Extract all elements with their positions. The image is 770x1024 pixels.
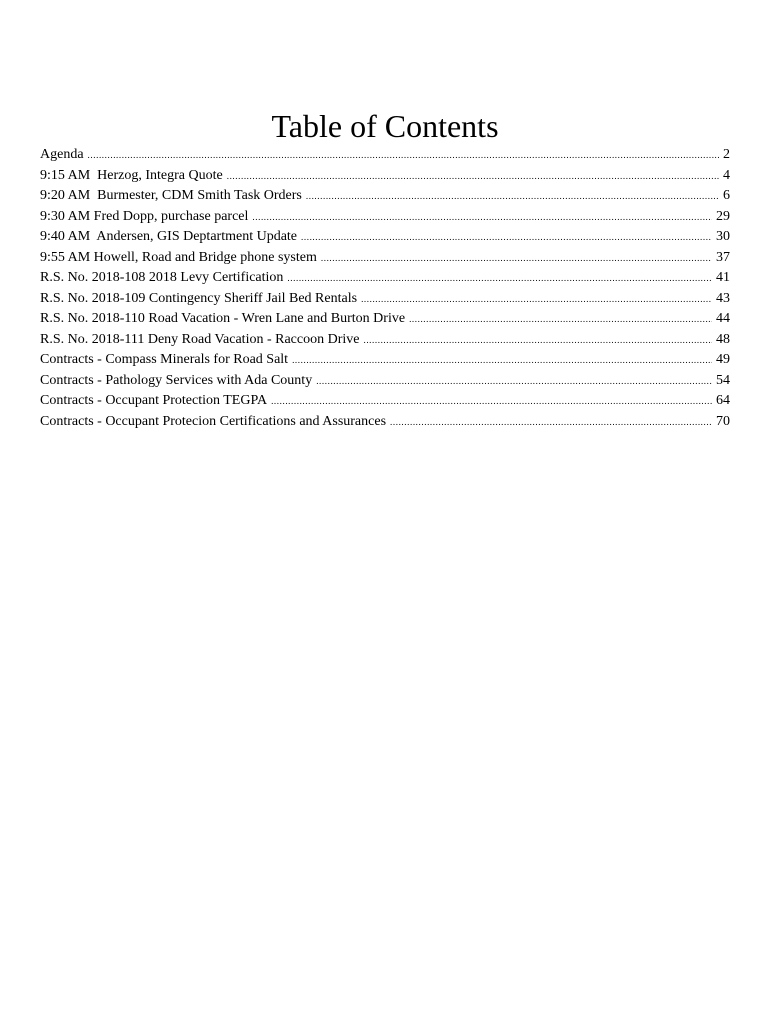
- toc-entry-label: R.S. No. 2018-109 Contingency Sheriff Jail Bed Rentals: [40, 290, 358, 306]
- toc-entry-label: R.S. No. 2018-111 Deny Road Vacation - Raccoon Drive: [40, 331, 360, 347]
- toc-entry-page-number: 4: [723, 167, 730, 183]
- toc-dot-leader: [390, 412, 712, 433]
- toc-entry[interactable]: [40, 371, 730, 392]
- toc-dot-leader: [363, 330, 712, 351]
- toc-list: [40, 145, 730, 432]
- toc-entry-page-number: 70: [716, 413, 730, 429]
- toc-entry-label: Contracts - Pathology Services with Ada County: [40, 372, 313, 388]
- toc-entry-label: 9:30 AM Fred Dopp, purchase parcel: [40, 208, 249, 224]
- toc-dot-leader: [361, 289, 712, 310]
- toc-entry[interactable]: [40, 186, 730, 207]
- toc-entry-label: 9:20 AM Burmester, CDM Smith Task Orders: [40, 188, 302, 203]
- toc-entry[interactable]: [40, 350, 730, 371]
- toc-entry-label: R.S. No. 2018-110 Road Vacation - Wren Lane and Burton Drive: [40, 311, 406, 326]
- toc-dot-leader: [287, 268, 712, 289]
- toc-entry-page-number: 6: [723, 188, 730, 203]
- toc-dot-leader: [88, 145, 719, 166]
- toc-entry-page-number: 2: [723, 147, 730, 162]
- toc-dot-leader: [292, 350, 712, 371]
- toc-dot-leader: [227, 166, 719, 187]
- toc-entry[interactable]: [40, 412, 730, 433]
- toc-entry-page-number: 49: [716, 352, 730, 367]
- toc-entry[interactable]: [40, 330, 730, 351]
- toc-entry-page-number: 30: [716, 229, 730, 244]
- toc-entry[interactable]: [40, 391, 730, 412]
- toc-entry-page-number: 41: [716, 270, 730, 285]
- toc-dot-leader: [271, 391, 712, 412]
- toc-entry[interactable]: [40, 289, 730, 310]
- toc-entry-label: 9:15 AM Herzog, Integra Quote: [40, 167, 223, 183]
- toc-entry-label: Contracts - Compass Minerals for Road Salt: [40, 352, 289, 367]
- toc-entry[interactable]: [40, 248, 730, 269]
- toc-entry-page-number: 37: [716, 249, 730, 265]
- toc-entry-label: R.S. No. 2018-108 2018 Levy Certification: [40, 270, 284, 285]
- toc-dot-leader: [409, 309, 712, 330]
- toc-entry[interactable]: [40, 268, 730, 289]
- toc-entry[interactable]: [40, 227, 730, 248]
- toc-entry-page-number: 48: [716, 331, 730, 347]
- toc-dot-leader: [316, 371, 712, 392]
- toc-entry-label: Contracts - Occupant Protection TEGPA: [40, 393, 268, 408]
- toc-dot-leader: [306, 186, 719, 207]
- toc-entry-page-number: 29: [716, 208, 730, 224]
- toc-dot-leader: [252, 207, 712, 228]
- toc-dot-leader: [321, 248, 712, 269]
- toc-entry-label: 9:55 AM Howell, Road and Bridge phone system: [40, 249, 317, 265]
- toc-entry-label: Contracts - Occupant Protecion Certifications and Assurances: [40, 413, 387, 429]
- toc-entry[interactable]: [40, 309, 730, 330]
- toc-entry-page-number: 44: [716, 311, 730, 326]
- toc-entry-page-number: 43: [716, 290, 730, 306]
- toc-dot-leader: [301, 227, 712, 248]
- toc-entry-page-number: 54: [716, 372, 730, 388]
- page-title: Table of Contents: [271, 108, 499, 144]
- toc-entry-label: Agenda: [40, 147, 84, 162]
- toc-entry-label: 9:40 AM Andersen, GIS Deptartment Update: [40, 229, 298, 244]
- toc-entry[interactable]: [40, 145, 730, 166]
- toc-entry[interactable]: [40, 207, 730, 228]
- toc-entry[interactable]: [40, 166, 730, 187]
- toc-entry-page-number: 64: [716, 393, 730, 408]
